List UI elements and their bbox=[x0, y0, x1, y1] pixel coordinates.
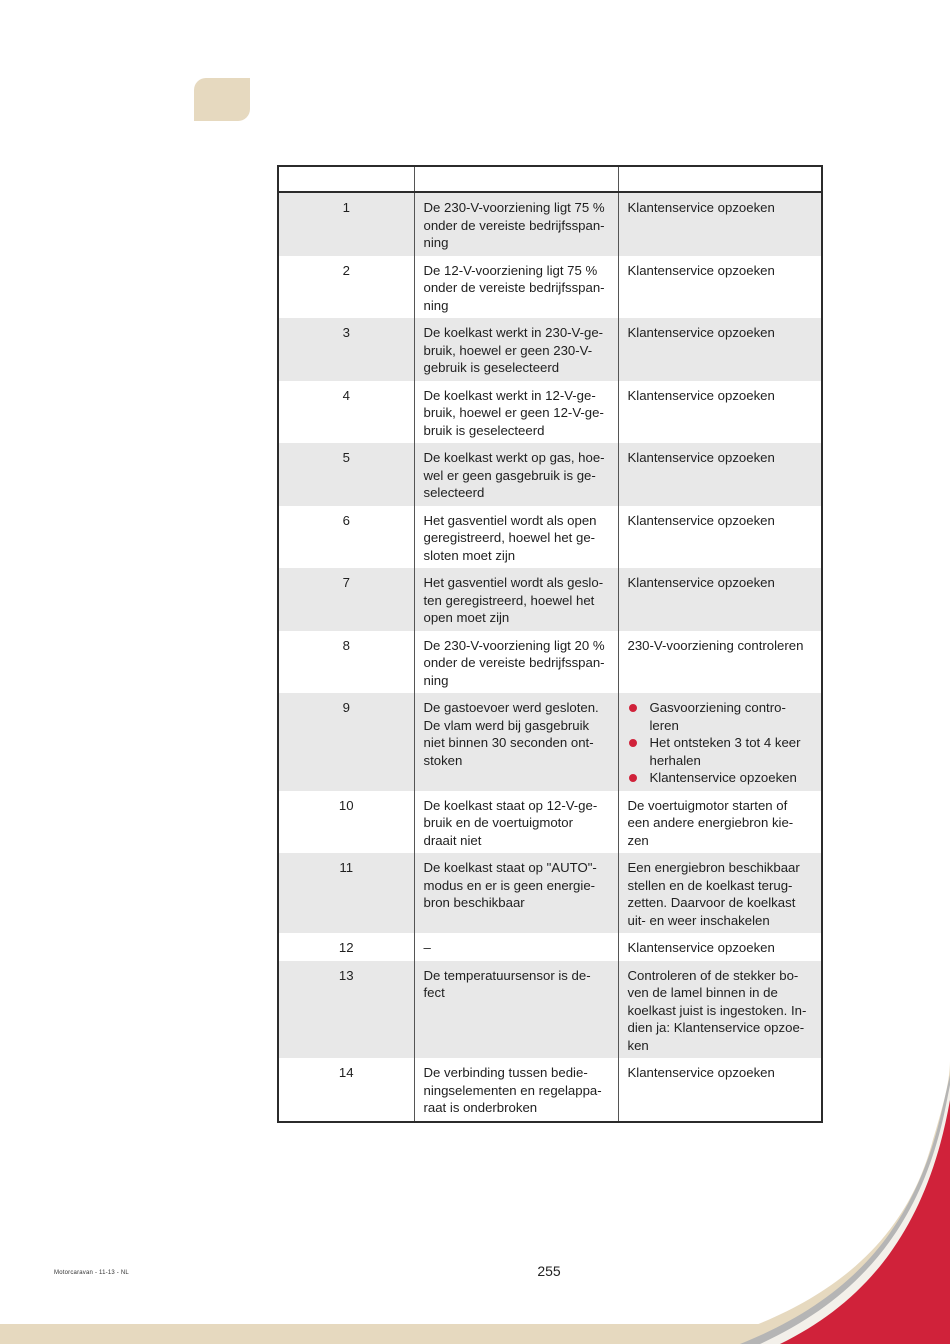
fault-code-cell: 4 bbox=[342, 387, 350, 403]
action-cell: Klantenservice opzoeken bbox=[618, 318, 822, 381]
action-step-text: Gasvoorziening contro-leren bbox=[649, 700, 786, 733]
cause-cell: De koelkast werkt in 12-V-ge-bruik, hoewel er geen 12-V-ge-bruik is geselecteerd bbox=[414, 381, 618, 444]
action-cell: Klantenservice opzoeken bbox=[618, 568, 822, 631]
cause-cell: Het gasventiel wordt als open geregistreerd, hoewel het ge-sloten moet zijn bbox=[414, 506, 618, 569]
action-cell: Klantenservice opzoeken bbox=[618, 443, 822, 506]
cause-cell: De 230-V-voorziening ligt 75 % onder de vereiste bedrijfsspan-ning bbox=[414, 192, 618, 256]
fault-code-cell: 10 bbox=[338, 797, 354, 813]
cause-cell: De koelkast staat op "AUTO"-modus en er is geen energie-bron beschikbaar bbox=[414, 853, 618, 933]
cause-cell: De gastoevoer werd gesloten. De vlam werd bij gasgebruik niet binnen 30 seconden ont-stoken bbox=[414, 693, 618, 791]
fault-code-cell: 9 bbox=[278, 693, 414, 791]
action-step-text: Klantenservice opzoeken bbox=[649, 770, 797, 785]
action-cell: Klantenservice opzoeken bbox=[618, 933, 822, 961]
fault-code-cell: 7 bbox=[278, 568, 414, 631]
cause-cell: De koelkast werkt op gas, hoe-wel er geen gasgebruik is ge-selecteerd bbox=[414, 443, 618, 506]
cause-cell: – bbox=[414, 933, 618, 961]
fault-code-cell: 14 bbox=[338, 1065, 354, 1080]
action-cell: Klantenservice opzoeken bbox=[618, 506, 822, 569]
action-cell: De voertuigmotor starten of een andere energiebron kie-zen bbox=[618, 791, 822, 854]
action-cell: Een energiebron beschikbaar stellen en de koelkast terug-zetten. Daarvoor de koelkast uit- en weer inschakelen bbox=[618, 853, 822, 933]
cause-cell: De koelkast werkt in 230-V-ge-bruik, hoewel er geen 230-V-gebruik is geselecteerd bbox=[414, 318, 618, 381]
fault-code-cell: 12 bbox=[338, 940, 354, 955]
fault-code-cell: 5 bbox=[278, 443, 414, 506]
action-cell: Klantenservice opzoeken bbox=[618, 1058, 822, 1122]
action-cell: 230-V-voorziening controleren bbox=[618, 631, 822, 694]
page-number: 255 bbox=[537, 1263, 561, 1279]
cause-cell: De 230-V-voorziening ligt 20 % onder de vereiste bedrijfsspan-ning bbox=[414, 631, 618, 694]
fault-code-cell: 6 bbox=[342, 512, 350, 528]
fault-code-cell: 8 bbox=[342, 637, 350, 653]
action-cell: Klantenservice opzoeken bbox=[618, 192, 822, 256]
fault-code-cell: 3 bbox=[278, 318, 414, 381]
action-step-text: Het ontsteken 3 tot 4 keer herhalen bbox=[649, 735, 801, 768]
action-cell: Klantenservice opzoeken bbox=[618, 381, 822, 444]
fault-code-cell: 11 bbox=[278, 853, 414, 933]
fault-code-cell: 1 bbox=[278, 192, 414, 256]
cause-cell: De 12-V-voorziening ligt 75 % onder de vereiste bedrijfsspan-ning bbox=[414, 256, 618, 319]
action-cell: Klantenservice opzoeken bbox=[618, 256, 822, 319]
cause-cell: De koelkast staat op 12-V-ge-bruik en de voertuigmotor draait niet bbox=[414, 791, 618, 854]
cause-cell: De temperatuursensor is de-fect bbox=[414, 961, 618, 1059]
cause-cell: Het gasventiel wordt als geslo-ten geregistreerd, hoewel het open moet zijn bbox=[414, 568, 618, 631]
cause-cell: De verbinding tussen bedie-ningselementen en regelappa-raat is onderbroken bbox=[414, 1058, 618, 1122]
fault-code-cell: 13 bbox=[278, 961, 414, 1059]
action-cell: Controleren of de stekker bo-ven de lamel binnen in de koelkast juist is ingestoken. In-dien ja: Klantenservice opzoe-ken bbox=[618, 961, 822, 1059]
fault-code-cell: 2 bbox=[342, 262, 350, 278]
document-id: Motorcaravan - 11-13 - NL bbox=[54, 1270, 129, 1276]
